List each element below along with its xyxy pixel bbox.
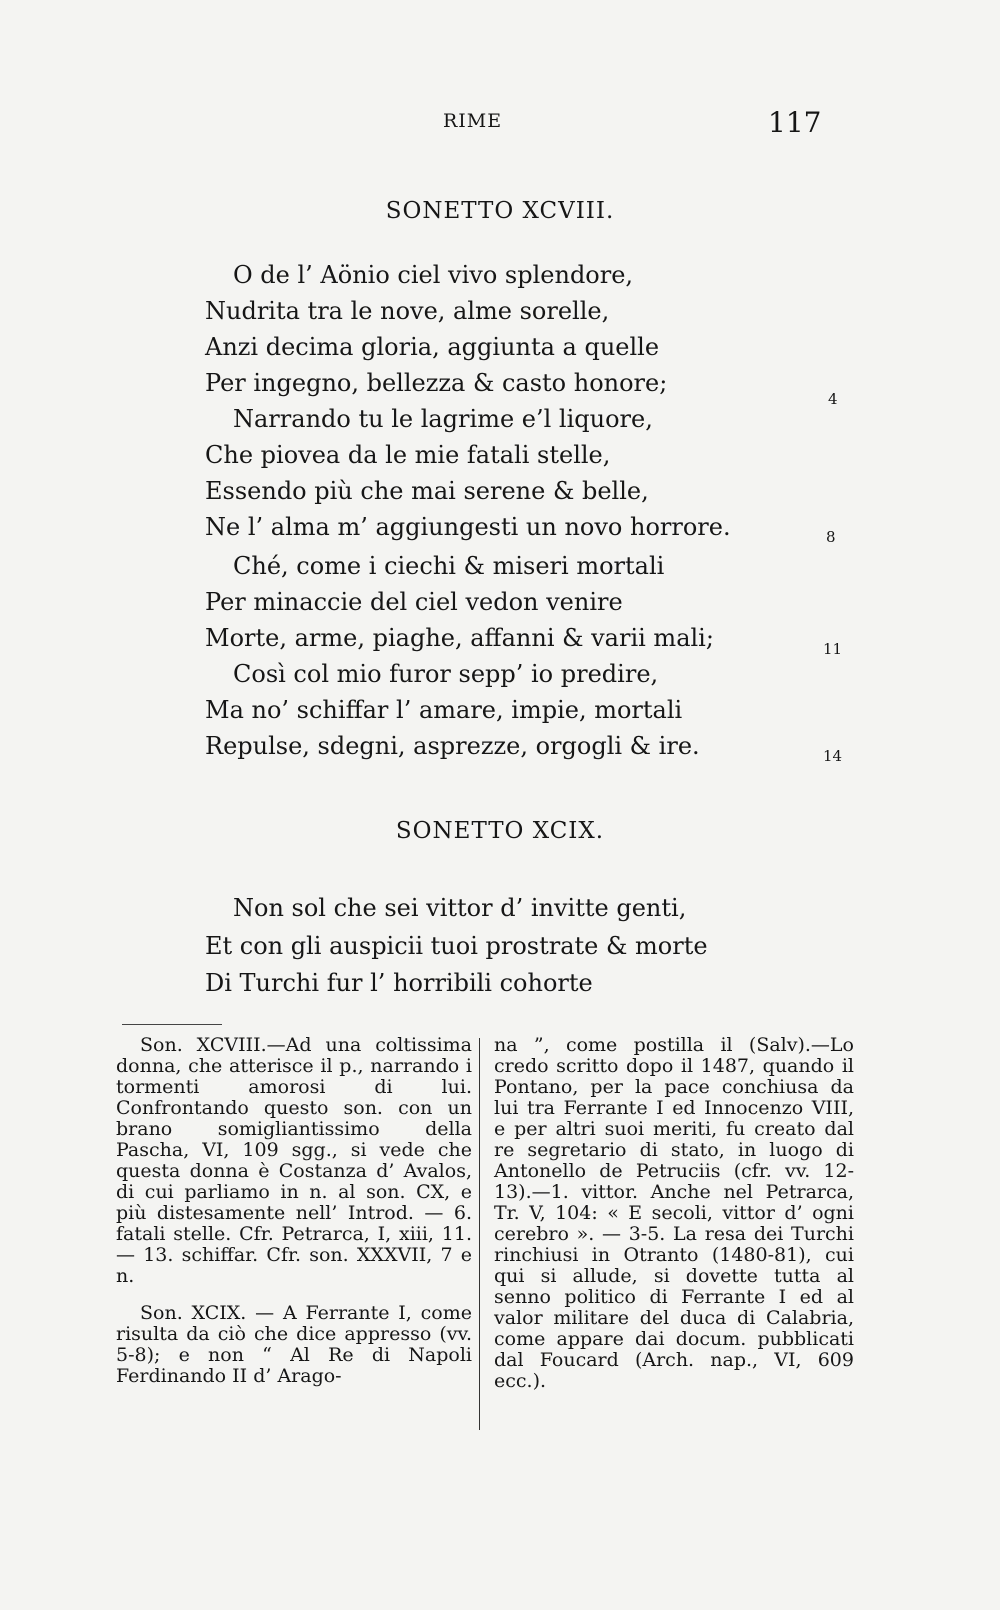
verse-line: Anzi decima gloria, aggiunta a quelle [205, 333, 660, 361]
column-divider [479, 1038, 480, 1430]
verse-line: Morte, arme, piaghe, affanni & varii mali; [205, 624, 714, 652]
line-number: 8 [826, 528, 836, 546]
running-title: RIME [443, 110, 503, 132]
line-number: 4 [828, 390, 838, 408]
verse-line: Non sol che sei vittor d’ invitte genti, [233, 894, 687, 922]
verse-line: O de l’ Aönio ciel vivo splendore, [233, 261, 634, 289]
note-sonnet-98: Son. XCVIII.—Ad una coltissima donna, che atterisce il p., narrando i tormenti amorosi di lui. Confrontando questo son. con un brano somigliantissimo della Pascha, VI, 109 sgg., si vede che questa donna è Costanza d’ Avalos, di cui parliamo in n. al son. CX, e più distesamente nell’ Introd. — 6. fatali stelle. Cfr. Petrarca, I, xiii, 11. — 13. schiffar. Cfr. son. XXXVII, 7 e n. [116, 1034, 472, 1287]
verse-line: Per minaccie del ciel vedon venire [205, 588, 623, 616]
verse-line: Per ingegno, bellezza & casto honore; [205, 369, 668, 397]
verse-line: Ma no’ schiffar l’ amare, impie, mortali [205, 696, 683, 724]
footnote-rule [122, 1024, 222, 1025]
notes-left-column [116, 1035, 472, 1403]
verse-line: Ne l’ alma m’ aggiungesti un novo horrore. [205, 513, 731, 541]
note-sonnet-99: Son. XCIX. — A Ferrante I, come risulta da ciò che dice appresso (vv. 5-8); e non “ Al Re di Napoli Ferdinando II d’ Arago- [116, 1302, 472, 1387]
verse-line: Et con gli auspicii tuoi prostrate & morte [205, 932, 708, 960]
notes-right-column [494, 1035, 854, 1408]
line-number: 11 [823, 640, 843, 658]
verse-line: Essendo più che mai serene & belle, [205, 477, 649, 505]
running-head [0, 106, 1000, 140]
verse-line: Di Turchi fur l’ horribili cohorte [205, 969, 593, 997]
sonnet-99-title: SONETTO XCIX. [395, 818, 605, 844]
note-sonnet-99-continued: na ”, come postilla il (Salv).—Lo credo scritto dopo il 1487, quando il Pontano, per la pace conchiusa da lui tra Ferrante I ed Innocenzo VIII, e per altri suoi meriti, fu creato dal re segretario di stato, in luogo di Antonello de Petruciis (cfr. vv. 12-13).—1. vittor. Anche nel Petrarca, Tr. V, 104: « E secoli, vittor d’ ogni cerebro ». — 3-5. La resa dei Turchi rinchiusi in Otranto (1480-81), cui qui si allude, si dovette tutta al senno politico di Ferrante I ed al valor militare del duca di Calabria, come appare dai docum. pubblicati dal Foucard (Arch. nap., VI, 609 ecc.). [494, 1034, 854, 1392]
page-number: 117 [768, 106, 822, 139]
verse-line: Che piovea da le mie fatali stelle, [205, 441, 611, 469]
verse-line: Nudrita tra le nove, alme sorelle, [205, 297, 610, 325]
sonnet-98-title: SONETTO XCVIII. [385, 198, 615, 224]
verse-line: Ché, come i ciechi & miseri mortali [233, 552, 665, 580]
line-number: 14 [823, 747, 843, 765]
verse-line: Così col mio furor sepp’ io predire, [233, 660, 659, 688]
verse-line: Repulse, sdegni, asprezze, orgogli & ire. [205, 732, 700, 760]
verse-line: Narrando tu le lagrime e’l liquore, [233, 405, 653, 433]
